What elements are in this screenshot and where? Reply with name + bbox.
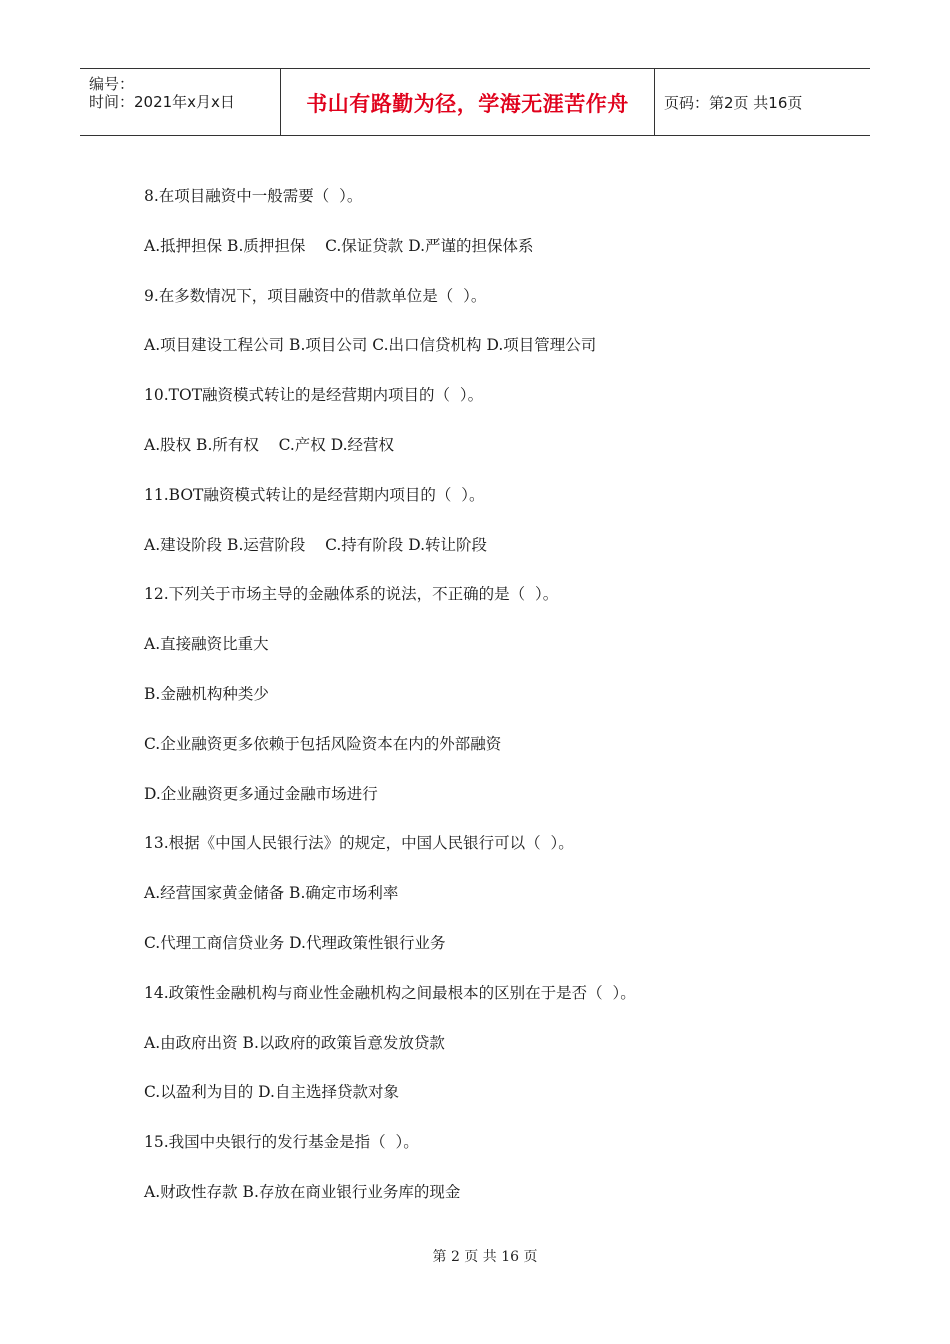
options-13-ab: A.经营国家黄金储备 B.确定市场利率 [144,884,399,903]
options-10: A.股权 B.所有权 C.产权 D.经营权 [144,435,395,454]
question-12: 12.下列关于市场主导的金融体系的说法，不正确的是（ ）。 [144,585,559,604]
header-meta-cell [80,69,281,135]
doc-number-label: 编号： [89,75,135,93]
question-13: 13.根据《中国人民银行法》的规定，中国人民银行可以（ ）。 [144,834,574,853]
doc-date: 时间：2021年x月x日 [89,93,235,111]
header-motto-cell [281,69,655,135]
option-12c: C.企业融资更多依赖于包括风险资本在内的外部融资 [144,734,502,753]
options-14-ab: A.由政府出资 B.以政府的政策旨意发放贷款 [144,1033,445,1052]
question-content [144,184,824,1230]
question-14: 14.政策性金融机构与商业性金融机构之间最根本的区别在于是否（ ）。 [144,983,636,1002]
header-table [80,68,870,136]
options-14-cd: C.以盈利为目的 D.自主选择贷款对象 [144,1083,399,1102]
option-12a: A.直接融资比重大 [144,635,269,654]
question-10: 10.TOT融资模式转让的是经营期内项目的（ ）。 [144,386,484,405]
question-15: 15.我国中央银行的发行基金是指（ ）。 [144,1133,419,1152]
options-15-ab: A.财政性存款 B.存放在商业银行业务库的现金 [144,1182,461,1201]
page-footer: 第 2 页 共 16 页 [432,1249,538,1265]
options-9: A.项目建设工程公司 B.项目公司 C.出口信贷机构 D.项目管理公司 [144,336,597,355]
option-12d: D.企业融资更多通过金融市场进行 [144,784,378,803]
question-11: 11.BOT融资模式转让的是经营期内项目的（ ）。 [144,485,485,504]
question-8: 8.在项目融资中一般需要（ ）。 [144,187,363,205]
options-8: A.抵押担保 B.质押担保 C.保证贷款 D.严谨的担保体系 [144,236,534,255]
options-13-cd: C.代理工商信贷业务 D.代理政策性银行业务 [144,933,446,952]
options-11: A.建设阶段 B.运营阶段 C.持有阶段 D.转让阶段 [144,535,488,554]
motto-text: 书山有路勤为径，学海无涯苦作舟 [306,92,629,116]
header-page-info: 页码：第2页 共16页 [664,93,803,112]
option-12b: B.金融机构种类少 [144,684,269,703]
question-9: 9.在多数情况下，项目融资中的借款单位是（ ）。 [144,286,487,305]
header-page-cell [654,69,870,135]
